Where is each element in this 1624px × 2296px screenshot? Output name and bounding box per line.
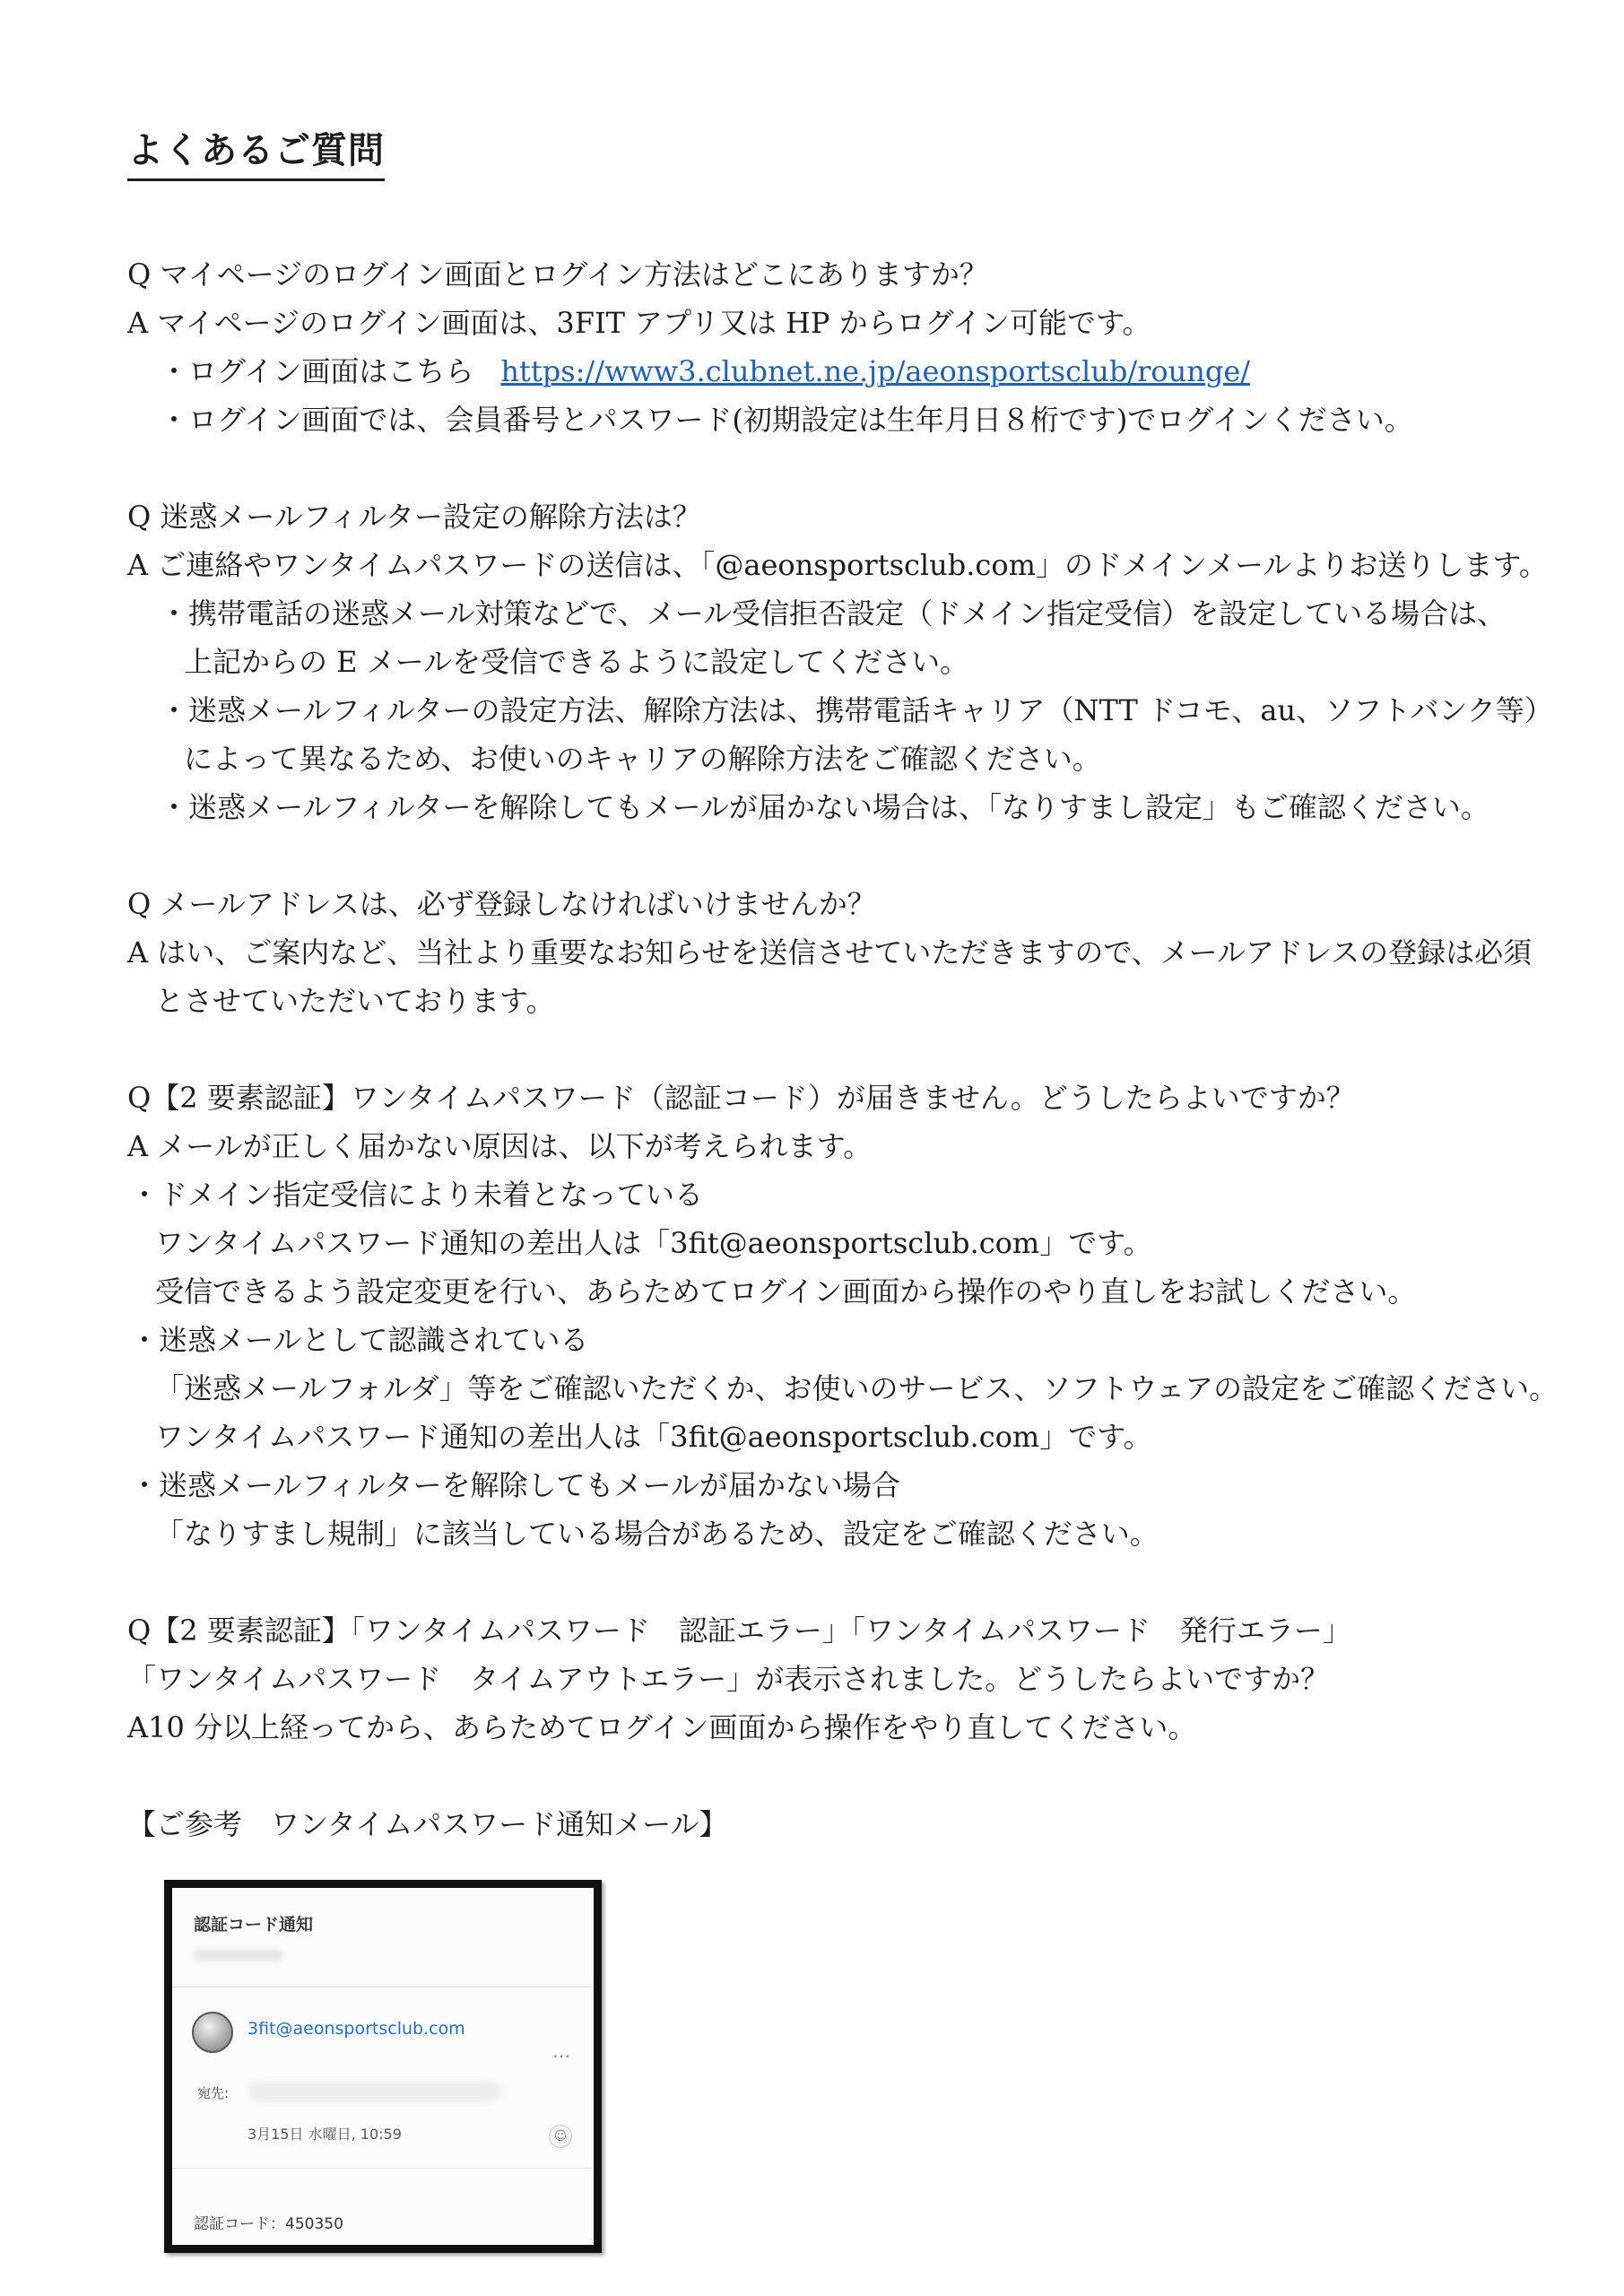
faq3-answer: A はい、ご案内など、当社より重要なお知らせを送信させていただきますので、メールアドレスの登録は必須 <box>127 935 1533 970</box>
faq4-bullet-2: ・迷惑メールとして認識されている <box>130 1323 589 1357</box>
faq4-bullet-3: ・迷惑メールフィルターを解除してもメールが届かない場合 <box>130 1468 900 1502</box>
page-title: よくあるご質問 <box>127 122 385 181</box>
emoji-icon: ☺ <box>549 2125 572 2148</box>
faq2-question: Q 迷惑メールフィルター設定の解除方法は？ <box>127 500 701 534</box>
faq4-bullet-2-line-2: ワンタイムパスワード通知の差出人は「3fit@aeonsportsclub.com」です。 <box>155 1420 1152 1454</box>
faq3-question: Q メールアドレスは、必ず登録しなければいけませんか？ <box>127 887 876 921</box>
faq4-answer: A メールが正しく届かない原因は、以下が考えられます。 <box>127 1129 873 1163</box>
faq4-bullet-2-line-1: 「迷惑メールフォルダ」等をご確認いただくか、お使いのサービス、ソフトウェアの設定をご確認ください。 <box>155 1371 1559 1405</box>
faq1-bullet-login-link <box>160 353 1250 389</box>
faq1-question: Q マイページのログイン画面とログイン方法はどこにありますか？ <box>127 257 988 291</box>
more-icon: … <box>552 2040 570 2062</box>
mail-auth-code: 認証コード：450350 <box>194 2215 343 2233</box>
faq5-question-line-1: Q【2 要素認証】「ワンタイムパスワード 認証エラー」「ワンタイムパスワード 発行エラー」 <box>127 1613 1351 1648</box>
faq4-bullet-1-line-2: 受信できるよう設定変更を行い、あらためてログイン画面から操作のやり直しをお試しください。 <box>155 1274 1417 1309</box>
faq5-answer: A10 分以上経ってから、あらためてログイン画面から操作をやり直してください。 <box>127 1710 1197 1744</box>
faq2-bullet-1: ・携帯電話の迷惑メール対策などで、メール受信拒否設定（ドメイン指定受信）を設定している場合は、 <box>160 596 1507 631</box>
faq2-bullet-3: ・迷惑メールフィルターを解除してもメールが届かない場合は、「なりすまし設定」もご確認ください。 <box>160 790 1489 824</box>
faq3-answer-cont: とさせていただいております。 <box>155 984 555 1018</box>
faq4-question: Q【2 要素認証】ワンタイムパスワード（認証コード）が届きません。どうしたらよいですか？ <box>127 1081 1355 1115</box>
mail-divider-2 <box>172 2168 594 2169</box>
faq2-answer: A ご連絡やワンタイムパスワードの送信は、「@aeonsportsclub.com」のドメインメールよりお送りします。 <box>127 548 1548 582</box>
faq5-question-line-2: 「ワンタイムパスワード タイムアウトエラー」が表示されました。どうしたらよいですか？ <box>127 1662 1330 1696</box>
mail-date: 3月15日 水曜日, 10:59 <box>248 2126 402 2143</box>
faq4-bullet-3-line-1: 「なりすまし規制」に該当している場合があるため、設定をご確認ください。 <box>155 1517 1159 1551</box>
blurred-recipient <box>249 2082 500 2101</box>
login-page-link[interactable]: https://www3.clubnet.ne.jp/aeonsportsclub/rounge/ <box>500 354 1251 388</box>
faq2-bullet-2: ・迷惑メールフィルターの設定方法、解除方法は、携帯電話キャリア（NTT ドコモ、au、ソフトバンク等） <box>160 693 1553 727</box>
faq4-bullet-1: ・ドメイン指定受信により未着となっている <box>130 1178 704 1212</box>
mail-sender: 3fit@aeonsportsclub.com <box>248 2019 465 2039</box>
mail-to-label: 宛先: <box>197 2085 230 2101</box>
sender-avatar <box>192 2012 233 2053</box>
mail-subject: 認証コード通知 <box>194 1915 314 1935</box>
faq2-bullet-2-cont: によって異なるため、お使いのキャリアの解除方法をご確認ください。 <box>184 742 1101 776</box>
faq2-bullet-1-cont: 上記からの E メールを受信できるように設定してください。 <box>184 645 969 679</box>
faq1-bullet-text: ・ログイン画面はこちら <box>160 354 474 388</box>
faq1-answer: A マイページのログイン画面は、3FIT アプリ又は HP からログイン可能です。 <box>127 306 1151 340</box>
faq4-bullet-1-line-1: ワンタイムパスワード通知の差出人は「3fit@aeonsportsclub.com」です。 <box>155 1226 1152 1260</box>
faq1-bullet-credentials: ・ログイン画面では、会員番号とパスワード(初期設定は生年月日８桁です)でログインください。 <box>160 403 1413 437</box>
reference-heading: 【ご参考 ワンタイムパスワード通知メール】 <box>127 1807 728 1841</box>
blurred-text <box>194 1949 283 1961</box>
otp-mail-screenshot <box>164 1880 602 2253</box>
